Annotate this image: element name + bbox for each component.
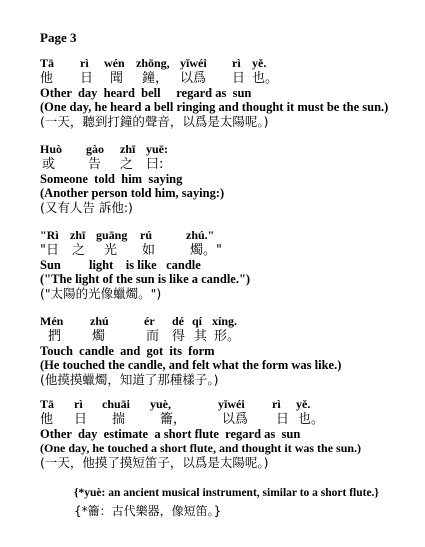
hanzi-word: 曰: — [146, 157, 164, 172]
pinyin-word: rì — [74, 397, 83, 411]
chinese-translation: (一天，聽到打鐘的聲音，以爲是太陽呢。) — [40, 114, 269, 129]
pinyin-line — [40, 228, 420, 243]
hanzi-word: 也。 — [252, 71, 279, 86]
hanzi-word: "日 — [40, 243, 59, 258]
hanzi-line — [40, 329, 420, 344]
english-translation: (One day, he heard a bell ringing and thought it must be the sun.) — [40, 100, 389, 114]
pinyin-word: "Rì — [40, 228, 59, 242]
pinyin-word: chuāi — [102, 397, 131, 411]
hanzi-word: 他 — [40, 71, 54, 86]
hanzi-word: 鐘， — [142, 71, 169, 86]
pinyin-word: gào — [86, 142, 104, 156]
english-translation: ("The light of the sun is like a candle.") — [40, 272, 251, 286]
section-1 — [40, 56, 420, 129]
footnote-chinese: {*籥：古代樂器，像短笛。} — [74, 504, 222, 518]
pinyin-word: rì — [272, 397, 281, 411]
pinyin-word: zhōng, — [136, 56, 170, 70]
pinyin-word: zhī — [70, 228, 86, 242]
hanzi-word: 日 — [74, 412, 88, 427]
pinyin-line — [40, 142, 420, 157]
hanzi-word: 揣 — [112, 412, 126, 427]
hanzi-word: 也。 — [298, 412, 325, 427]
chinese-translation: ("太陽的光像蠟燭。") — [40, 286, 162, 301]
hanzi-line — [40, 71, 420, 86]
hanzi-word: 形。 — [214, 329, 241, 344]
hanzi-word: 告 — [88, 157, 102, 172]
hanzi-word: 而 — [146, 329, 160, 344]
pinyin-word: yě. — [296, 397, 311, 411]
pinyin-word: zhú." — [186, 228, 215, 242]
pinyin-line — [40, 397, 425, 412]
chinese-translation: (他摸摸蠟燭，知道了那種樣子。) — [40, 372, 219, 387]
pinyin-word: Tā — [40, 397, 55, 411]
english-gloss: Other day estimate a short flute regard as sun — [40, 427, 301, 441]
hanzi-line — [40, 157, 420, 172]
pinyin-word: rì — [80, 56, 89, 70]
footnote-english: {*yuè: an ancient musical instrument, similar to a short flute.} — [74, 487, 379, 499]
pinyin-word: yǐwéi — [180, 56, 207, 70]
hanzi-word: 其 — [194, 329, 208, 344]
pinyin-word: guāng — [96, 228, 128, 242]
hanzi-word: 日 — [80, 71, 94, 86]
hanzi-word: 以爲 — [180, 71, 207, 86]
pinyin-word: ér — [144, 314, 155, 328]
pinyin-word: rì — [232, 56, 241, 70]
pinyin-word: yuè, — [150, 397, 171, 411]
section-4 — [40, 314, 420, 387]
hanzi-word: 得 — [172, 329, 186, 344]
hanzi-word: 聞 — [110, 71, 124, 86]
pinyin-word: yǐwéi — [218, 397, 245, 411]
hanzi-word: 光 — [104, 243, 118, 258]
hanzi-word: 日 — [232, 71, 246, 86]
hanzi-word: 燭 — [92, 329, 106, 344]
hanzi-word: 如 — [142, 243, 156, 258]
pinyin-line — [40, 314, 420, 329]
english-gloss: Touch candle and got its form — [40, 344, 215, 358]
hanzi-word: 籥， — [160, 412, 187, 427]
pinyin-word: yuē: — [146, 142, 168, 156]
page-label: Page 3 — [40, 30, 77, 45]
hanzi-line — [40, 243, 420, 258]
english-gloss: Someone told him saying — [40, 172, 183, 186]
hanzi-word: 之 — [72, 243, 86, 258]
chinese-translation: (又有人告 訴他:) — [40, 200, 133, 215]
hanzi-word: 以爲 — [222, 412, 249, 427]
english-translation: (He touched the candle, and felt what the form was like.) — [40, 358, 342, 372]
pinyin-word: rú — [140, 228, 152, 242]
pinyin-word: zhú — [90, 314, 109, 328]
pinyin-word: Huò — [40, 142, 63, 156]
pinyin-word: xíng. — [212, 314, 238, 328]
hanzi-word: 燭。" — [190, 243, 222, 258]
english-gloss: Other day heard bell regard as sun — [40, 86, 252, 100]
english-gloss: Sun light is like candle — [40, 258, 201, 272]
chinese-translation: (一天，他摸了摸短笛子，以爲是太陽呢。) — [40, 455, 269, 470]
section-3 — [40, 228, 420, 301]
english-translation: (One day, he touched a short flute, and thought it was the sun.) — [40, 441, 362, 455]
pinyin-word: zhī — [120, 142, 136, 156]
section-2 — [40, 142, 420, 215]
pinyin-word: dé — [172, 314, 184, 328]
hanzi-line — [40, 412, 425, 427]
hanzi-word: 捫 — [48, 329, 62, 344]
section-5 — [40, 397, 425, 470]
hanzi-word: 日 — [276, 412, 290, 427]
pinyin-word: Tā — [40, 56, 55, 70]
pinyin-word: yě. — [252, 56, 267, 70]
english-translation: (Another person told him, saying:) — [40, 186, 225, 200]
hanzi-word: 他 — [40, 412, 54, 427]
pinyin-word: Mén — [40, 314, 64, 328]
pinyin-line — [40, 56, 420, 71]
hanzi-word: 之 — [120, 157, 134, 172]
pinyin-word: wén — [104, 56, 125, 70]
pinyin-word: qí — [192, 314, 203, 328]
hanzi-word: 或 — [42, 157, 56, 172]
